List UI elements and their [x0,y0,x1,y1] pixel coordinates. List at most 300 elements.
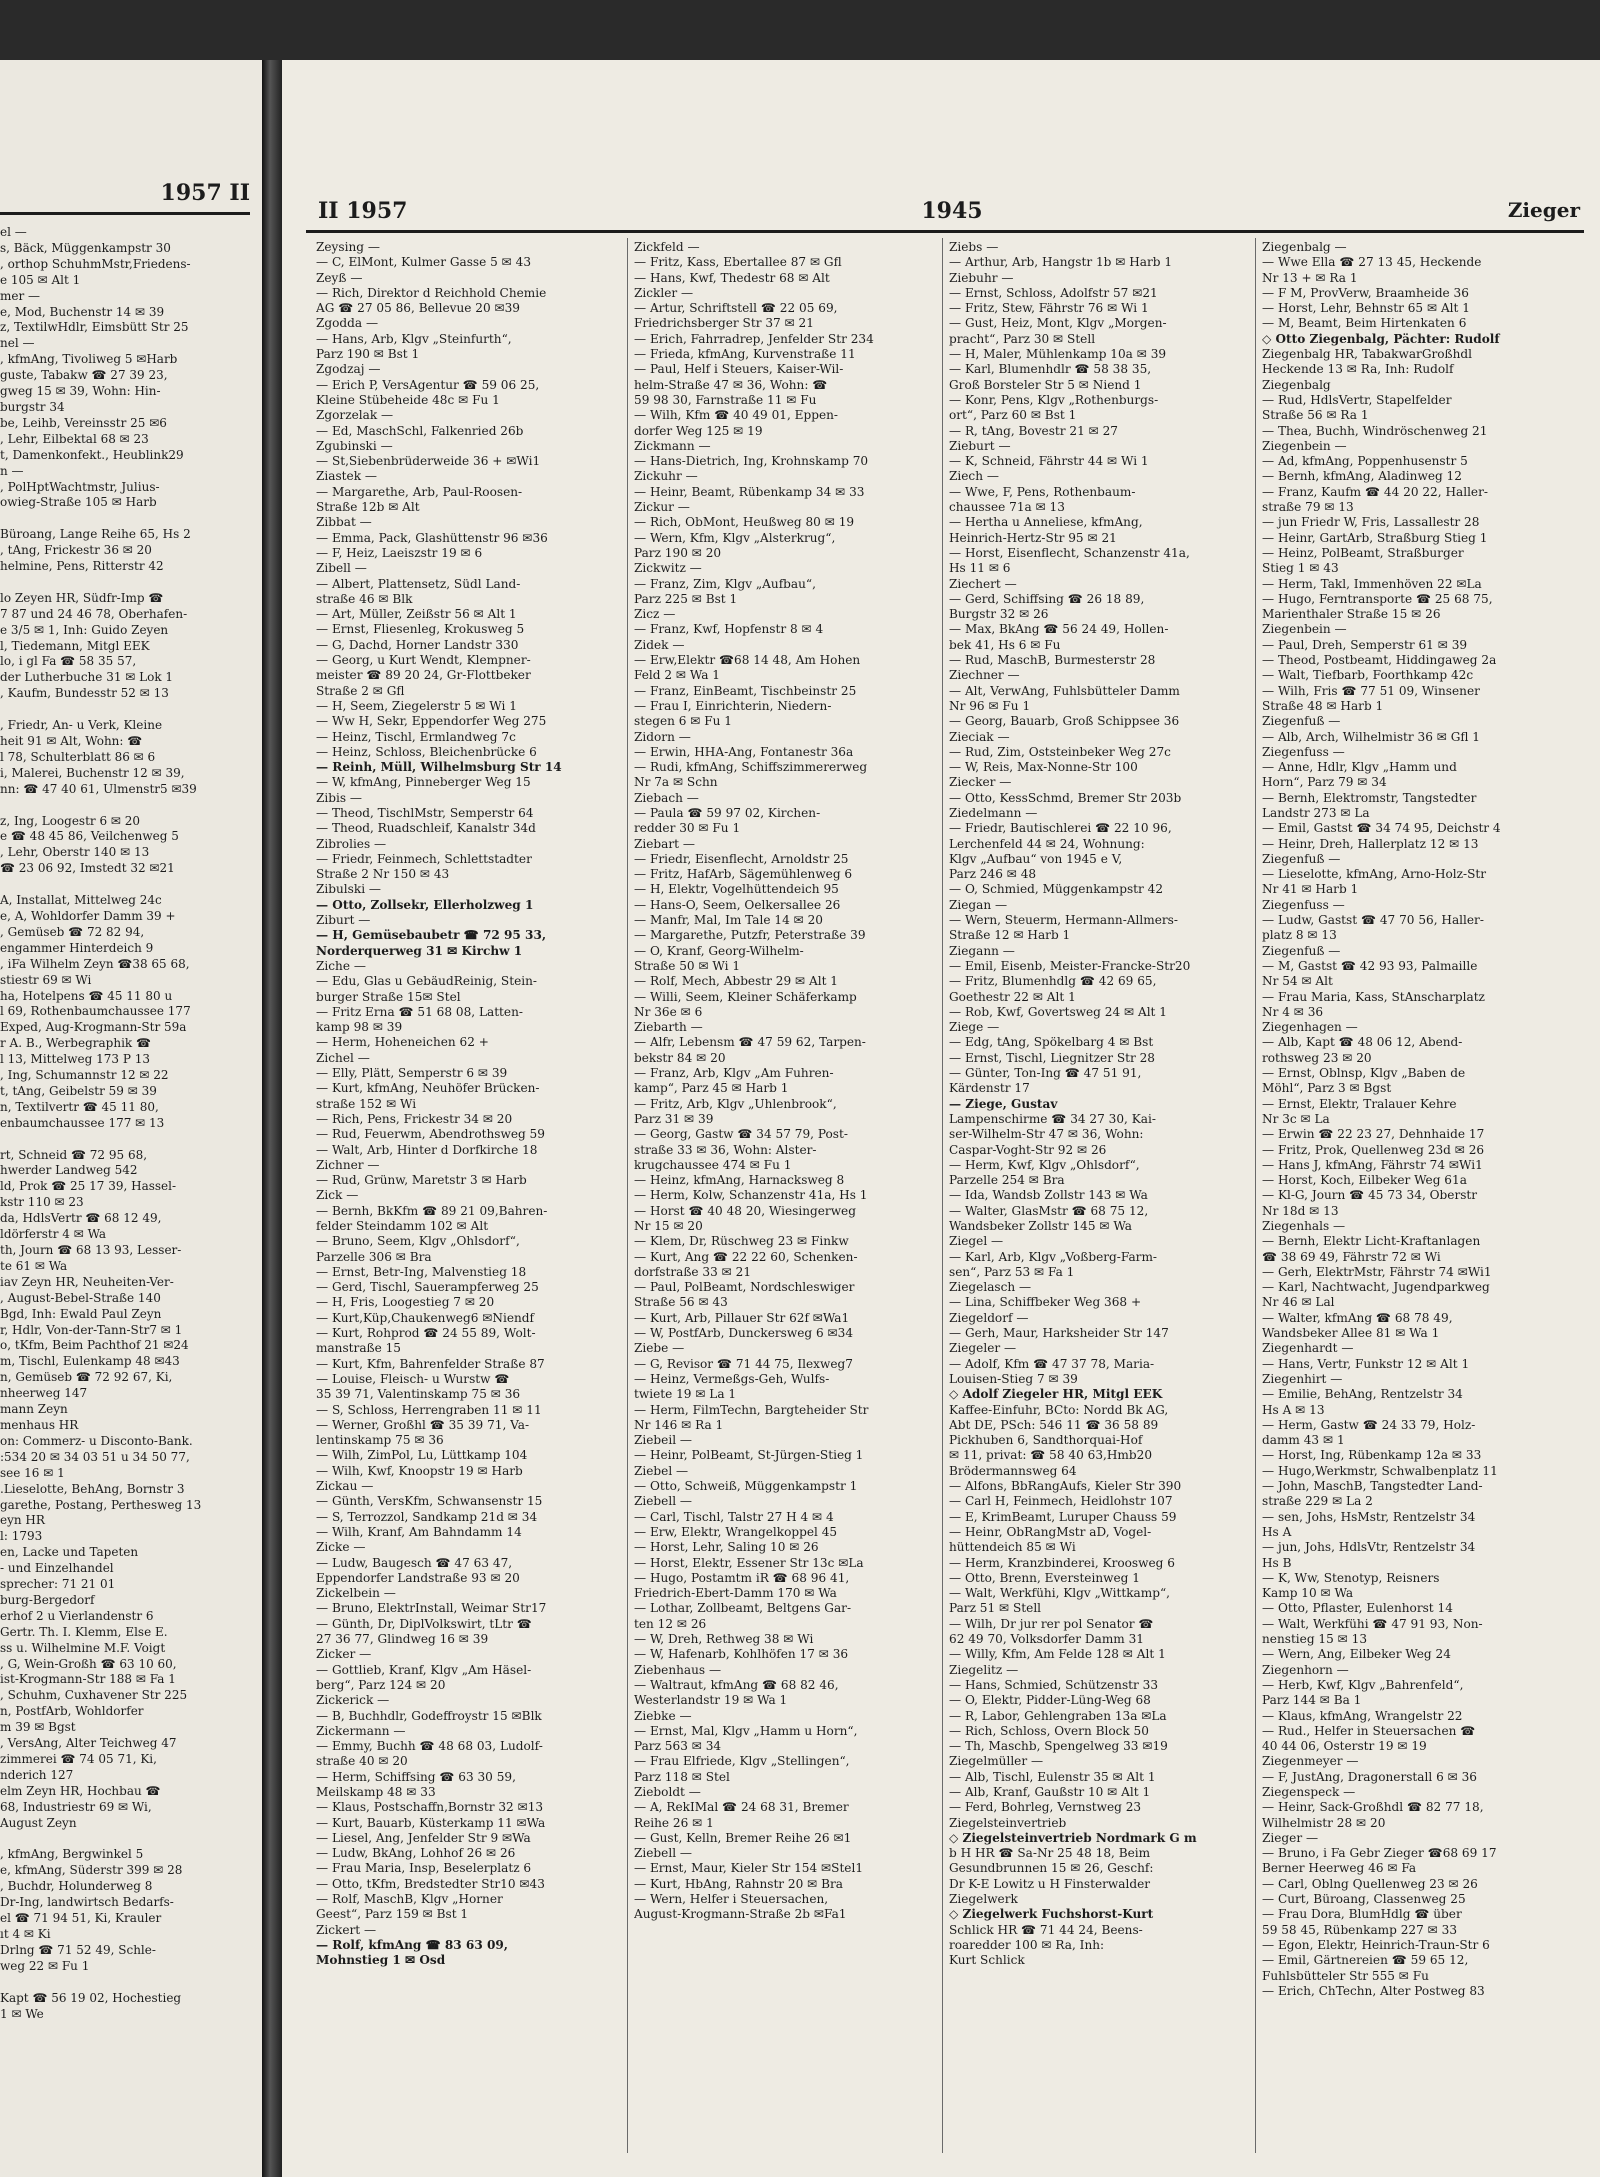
directory-line: Zibrolies — [316,836,387,851]
directory-line: dorfstraße 33 ✉ 21 [634,1264,752,1279]
directory-line: Zick — [316,1188,359,1203]
directory-line: l 78, Schulterblatt 86 ✉ 6 [0,749,156,764]
directory-line: , Buchdr, Holunderweg 8 [0,1879,153,1894]
directory-column-2 [634,240,934,1923]
directory-line: on: Commerz- u Disconto-Bank. [0,1433,193,1448]
directory-line: rt, Schneid ☎ 72 95 68, [0,1147,148,1162]
directory-line: — Edu, Glas u GebäudReinig, Stein- [316,974,537,989]
directory-line: — Gust, Kelln, Bremer Reihe 26 ✉1 [634,1830,852,1845]
directory-line: Zichel — [316,1050,370,1065]
directory-line: Feld 2 ✉ Wa 1 [634,668,720,683]
directory-line: — M, Beamt, Beim Hirtenkaten 6 [1262,316,1467,331]
directory-line: — Otto, Zollsekr, Ellerholzweg 1 [316,897,534,912]
directory-line: - und Einzelhandel [0,1561,114,1576]
directory-line: Straße 48 ✉ Harb 1 [1262,698,1384,713]
directory-line: Ziech — [949,469,999,484]
directory-line: — Hugo, Postamtm iR ☎ 68 96 41, [634,1570,850,1585]
directory-line: 40 44 06, Osterstr 19 ✉ 19 [1262,1739,1427,1754]
directory-line: — Gerd, Tischl, Sauerampferweg 25 [316,1280,539,1295]
directory-line: t, tAng, Geibelstr 59 ✉ 39 [0,1083,157,1098]
directory-line: — H, Fris, Loogestieg 7 ✉ 20 [316,1295,495,1310]
directory-line: Ziegenhagen — [1262,1020,1358,1035]
directory-line: — Frau Maria, Insp, Beselerplatz 6 [316,1861,532,1876]
directory-line: — sen, Johs, HsMstr, Rentzelstr 34 [1262,1509,1476,1524]
directory-line: — Rob, Kwf, Govertsweg 24 ✉ Alt 1 [949,1004,1167,1019]
directory-line: kamp 98 ✉ 39 [316,1020,403,1035]
directory-column-1 [316,240,616,1969]
directory-line: s, Bäck, Müggenkampstr 30 [0,240,171,255]
directory-line: — Georg, Bauarb, Groß Schippsee 36 [949,714,1180,729]
directory-line: — H, Gemüsebaubetr ☎ 72 95 33, [316,928,547,943]
directory-line: rothsweg 23 ✉ 20 [1262,1050,1372,1065]
left-page-header: 1957 II [160,180,250,206]
directory-line: — Rud., Helfer in Steuersachen ☎ [1262,1723,1476,1738]
directory-line: — Arthur, Arb, Hangstr 1b ✉ Harb 1 [949,255,1173,270]
directory-line: ☎ 38 69 49, Fährstr 72 ✉ Wi [1262,1249,1441,1264]
directory-line: — Karl, Nachtwacht, Jugendparkweg [1262,1280,1490,1295]
directory-line: sen“, Parz 53 ✉ Fa 1 [949,1264,1075,1279]
directory-line: — Egon, Elektr, Heinrich-Traun-Str 6 [1262,1937,1490,1952]
directory-line: — Reinh, Müll, Wilhelmsburg Str 14 [316,760,562,775]
directory-line: — Herm, Kranzbinderei, Kroosweg 6 [949,1555,1175,1570]
directory-line: — Wilh, ZimPol, Lu, Lüttkamp 104 [316,1448,528,1463]
directory-line: Norderquerweg 31 ✉ Kirchw 1 [316,943,523,958]
directory-line: sprecher: 71 21 01 [0,1577,116,1592]
directory-line: hwerder Landweg 542 [0,1163,138,1178]
directory-line: — Herm, Gastw ☎ 24 33 79, Holz- [1262,1417,1476,1432]
directory-line: Mohnstieg 1 ✉ Osd [316,1953,446,1968]
directory-line: — Art, Müller, Zeißstr 56 ✉ Alt 1 [316,607,517,622]
directory-line: Zicz — [634,607,676,622]
directory-line: straße 79 ✉ 13 [1262,500,1354,515]
directory-line: :534 20 ✉ 34 03 51 u 34 50 77, [0,1449,190,1464]
directory-line: — Herm, Takl, Immenhöven 22 ✉La [1262,576,1482,591]
directory-line: Ziegelasch — [949,1280,1032,1295]
directory-line: — Fritz, Prok, Quellenweg 23d ✉ 26 [1262,1142,1485,1157]
directory-line: Ziebke — [634,1708,692,1723]
directory-line: Parz 31 ✉ 39 [634,1111,714,1126]
directory-line: — Emil, Eisenb, Meister-Francke-Str20 [949,958,1191,973]
directory-line: Nr 7a ✉ Schn [634,775,718,790]
directory-line: i, Malerei, Buchenstr 12 ✉ 39, [0,765,185,780]
page-header-keyword: Zieger [1507,198,1580,222]
directory-line: Wandsbeker Allee 81 ✉ Wa 1 [1262,1326,1440,1341]
directory-line: — Alfr, Lebensm ☎ 47 59 62, Tarpen- [634,1035,866,1050]
directory-line: — Friedr, Eisenflecht, Arnoldstr 25 [634,851,849,866]
directory-line: — Georg, u Kurt Wendt, Klempner- [316,653,531,668]
directory-line: 35 39 71, Valentinskamp 75 ✉ 36 [316,1387,521,1402]
directory-line: — Thea, Buchh, Windröschenweg 21 [1262,423,1488,438]
directory-line: Ziedelmann — [949,805,1038,820]
directory-line: Ziegan — [949,897,1008,912]
directory-line: — Willi, Seem, Kleiner Schäferkamp [634,989,857,1004]
directory-line: kstr 110 ✉ 23 [0,1195,84,1210]
directory-line: — Alb, Kapt ☎ 48 06 12, Abend- [1262,1035,1463,1050]
directory-line: Geest“, Parz 159 ✉ Bst 1 [316,1907,469,1922]
directory-line: Horn“, Parz 79 ✉ 34 [1262,775,1387,790]
directory-line: Brödermannsweg 64 [949,1463,1077,1478]
directory-line: A, Installat, Mittelweg 24c [0,893,162,908]
directory-line: Lampenschirme ☎ 34 27 30, Kai- [949,1111,1156,1126]
directory-line: — S, Schloss, Herrengraben 11 ✉ 11 [316,1402,542,1417]
directory-line: enbaumchaussee 177 ✉ 13 [0,1115,165,1130]
directory-line: l 69, Rothenbaumchaussee 177 [0,1004,191,1019]
directory-line: — Ad, kfmAng, Poppenhusenstr 5 [1262,454,1468,469]
directory-line: Zickermann — [316,1723,406,1738]
directory-line: — Ernst, Maur, Kieler Str 154 ✉Stel1 [634,1861,864,1876]
directory-line: te 61 ✉ Wa [0,1258,68,1273]
directory-line: — Horst, Lehr, Behnstr 65 ✉ Alt 1 [1262,301,1470,316]
directory-line: Zibell — [316,561,367,576]
directory-line: .Lieselotte, BehAng, Bornstr 3 [0,1481,185,1496]
directory-line: n, Gemüseb ☎ 72 92 67, Ki, [0,1370,173,1385]
directory-line: , Lehr, Oberstr 140 ✉ 13 [0,845,150,860]
directory-line: — Hans J, kfmAng, Fährstr 74 ✉Wi1 [1262,1157,1483,1172]
directory-line: Parz 246 ✉ 48 [949,867,1037,882]
directory-line: Meilskamp 48 ✉ 33 [316,1784,436,1799]
directory-line: — Kurt, Rohprod ☎ 24 55 89, Wolt- [316,1326,536,1341]
directory-line [0,702,250,718]
directory-line: el — [0,225,27,239]
directory-line: — Louise, Fleisch- u Wurstw ☎ [316,1371,510,1386]
directory-line: — Otto, KessSchmd, Bremer Str 203b [949,790,1182,805]
directory-line: Nr 146 ✉ Ra 1 [634,1417,724,1432]
directory-line: — Rud, Zim, Oststeinbeker Weg 27c [949,744,1171,759]
directory-line: Parzelle 306 ✉ Bra [316,1249,432,1264]
directory-line: — Bruno, ElektrInstall, Weimar Str17 [316,1601,547,1616]
directory-line: — Heinz, kfmAng, Harnacksweg 8 [634,1173,845,1188]
directory-line: felder Steindamm 102 ✉ Alt [316,1219,489,1233]
directory-line: ◇ Ziegelwerk Fuchshorst-Kurt [949,1907,1154,1922]
directory-line: — Rich, Direktor d Reichhold Chemie [316,285,547,300]
directory-line: — Otto, tKfm, Bredstedter Str10 ✉43 [316,1876,545,1891]
directory-line: — Otto, Brenn, Eversteinweg 1 [949,1570,1140,1585]
directory-line: Zickau — [316,1479,374,1494]
directory-line: — Rolf, Mech, Abbestr 29 ✉ Alt 1 [634,974,838,989]
directory-line: Zgodzaj — [316,362,381,377]
directory-line: Ziegenhirt — [1262,1371,1343,1386]
directory-line: — Ww H, Sekr, Eppendorfer Weg 275 [316,714,547,729]
directory-line: Ziegenfuss — [1262,744,1345,759]
directory-line: — Ernst, Elektr, Tralauer Kehre [1262,1096,1457,1111]
directory-line: — Heinz, PolBeamt, Straßburger [1262,545,1464,560]
directory-line: — Fritz, Kass, Ebertallee 87 ✉ Gfl [634,255,842,270]
column-divider [1255,238,1256,2153]
directory-line: Dr K-E Lowitz u H Finsterwalder [949,1876,1151,1891]
directory-line: — Walt, Arb, Hinter d Dorfkirche 18 [316,1142,538,1157]
directory-line: — Hertha u Anneliese, kfmAng, [949,515,1143,530]
directory-line: n — [0,463,24,478]
directory-line: Ziegenmeyer — [1262,1754,1359,1769]
directory-line: ◇ Ziegelsteinvertrieb Nordmark G m [949,1830,1197,1845]
directory-line: — Willy, Kfm, Am Felde 128 ✉ Alt 1 [949,1647,1166,1662]
directory-line: Nr 41 ✉ Harb 1 [1262,882,1359,897]
directory-line: — Ernst, Schloss, Adolfstr 57 ✉21 [949,285,1158,300]
directory-line: Hs A [1262,1524,1292,1539]
directory-line: Zgodda — [316,316,379,331]
directory-line: — Walt, Werkfühi ☎ 47 91 93, Non- [1262,1616,1483,1631]
directory-line: — K, Schneid, Fährstr 44 ✉ Wi 1 [949,454,1149,469]
directory-line: b H HR ☎ Sa-Nr 25 48 18, Beim [949,1846,1151,1861]
directory-line: Ziegann — [949,943,1015,958]
directory-line: — G, Revisor ☎ 71 44 75, Ilexweg7 [634,1356,853,1371]
directory-line: owieg-Straße 105 ✉ Harb [0,495,157,510]
directory-line: — jun, Johs, HdlsVtr, Rentzelstr 34 [1262,1540,1476,1555]
directory-line: , kfmAng, Bergwinkel 5 [0,1847,144,1862]
directory-line: — Franz, EinBeamt, Tischbeinstr 25 [634,683,857,698]
directory-line: Ziebeil — [634,1433,693,1448]
directory-line: — Otto, Pflaster, Eulenhorst 14 [1262,1601,1453,1616]
directory-line: der Lutherbuche 31 ✉ Lok 1 [0,670,174,685]
directory-line: helmine, Pens, Ritterstr 42 [0,559,164,574]
directory-line: en, Lacke und Tapeten [0,1545,139,1560]
directory-line: Zickuhr — [634,469,698,484]
directory-line: Klgv „Aufbau“ von 1945 e V, [949,851,1123,866]
directory-line: Dr-Ing, landwirtsch Bedarfs- [0,1895,174,1910]
directory-line: — Karl, Blumenhdlr ☎ 58 38 35, [949,362,1152,377]
directory-line: manstraße 15 [316,1341,401,1356]
directory-line: ser-Wilhelm-Str 47 ✉ 36, Wohn: [949,1127,1144,1142]
directory-line: nn: ☎ 47 40 61, Ulmenstr5 ✉39 [0,781,197,796]
directory-line: — Rudi, kfmAng, Schiffszimmererweg [634,760,868,775]
directory-line: m, Tischl, Eulenkamp 48 ✉43 [0,1354,180,1369]
directory-line: — Hans-Dietrich, Ing, Krohnskamp 70 [634,454,869,469]
directory-line: t, Damenkonfekt., Heublink29 [0,447,184,462]
directory-line: — Gerh, ElektrMstr, Fährstr 74 ✉Wi1 [1262,1264,1492,1279]
directory-line: Heckende 13 ✉ Ra, Inh: Rudolf [1262,362,1454,377]
directory-line: Zickler — [634,285,694,300]
directory-line: — R, tAng, Bovestr 21 ✉ 27 [949,423,1118,438]
directory-line: Eppendorfer Landstraße 93 ✉ 20 [316,1570,520,1585]
left-page-column [0,225,250,2022]
directory-line: — M, Gastst ☎ 42 93 93, Palmaille [1262,958,1478,973]
directory-line: roaredder 100 ✉ Ra, Inh: [949,1937,1105,1952]
directory-line: — Erich, Fahrradrep, Jenfelder Str 234 [634,331,874,346]
directory-line: Zichner — [316,1157,380,1172]
directory-line: — Albert, Plattensetz, Südl Land- [316,576,521,591]
directory-line: eyn HR [0,1513,45,1528]
directory-line: ha, Hotelpens ☎ 45 11 80 u [0,988,173,1003]
directory-line: , PolHptWachtmstr, Julius- [0,479,160,494]
directory-line: — Wilh, Kfm ☎ 40 49 01, Eppen- [634,408,838,423]
directory-line: r A. B., Werbegraphik ☎ [0,1036,151,1051]
directory-line: Zieboldt — [634,1784,701,1799]
directory-line: — Horst, Lehr, Saling 10 ✉ 26 [634,1540,819,1555]
directory-line: hüttendeich 85 ✉ Wi [949,1540,1076,1555]
directory-line: — Margarethe, Putzfr, Peterstraße 39 [634,928,866,943]
directory-line: Friedrichsberger Str 37 ✉ 21 [634,316,814,331]
directory-line: e 105 ✉ Alt 1 [0,272,81,287]
directory-line: — Gust, Heiz, Mont, Klgv „Morgen- [949,316,1167,331]
directory-line: Ziegenfuß — [1262,714,1341,729]
directory-line: e, Mod, Buchenstr 14 ✉ 39 [0,304,165,319]
directory-line: Ziegeler — [949,1341,1017,1356]
directory-line: — St,Siebenbrüderweide 36 + ✉Wi1 [316,454,541,469]
directory-line: — Klaus, kfmAng, Wrangelstr 22 [1262,1708,1463,1723]
directory-line: Parz 118 ✉ Stel [634,1769,730,1784]
directory-line: e ☎ 48 45 86, Veilchenweg 5 [0,829,179,844]
directory-line: Pickhuben 6, Sandthorquai-Hof [949,1433,1143,1448]
directory-line: Landstr 273 ✉ La [1262,805,1370,820]
right-page [282,60,1600,2177]
directory-line: Ziegenbein — [1262,438,1347,453]
directory-line: be, Leihb, Vereinsstr 25 ✉6 [0,415,167,430]
directory-line: Reihe 26 ✉ 1 [634,1815,714,1830]
directory-line: Stieg 1 ✉ 43 [1262,561,1339,576]
directory-line: Straße 56 ✉ Ra 1 [1262,408,1369,423]
directory-line: — Lothar, Zollbeamt, Beltgens Gar- [634,1601,852,1616]
directory-line: Lerchenfeld 44 ✉ 24, Wohnung: [949,836,1145,851]
directory-line: Ziegenbalg — [1262,240,1347,254]
directory-line: — Fritz, Stew, Fährstr 76 ✉ Wi 1 [949,301,1149,316]
directory-line: Zickerick — [316,1693,390,1708]
directory-line: — Herm, FilmTechn, Bargteheider Str [634,1402,869,1417]
directory-line: pracht“, Parz 30 ✉ Stell [949,331,1096,346]
directory-line: — Franz, Kaufm ☎ 44 20 22, Haller- [1262,484,1488,499]
directory-line: — Horst, Elektr, Essener Str 13c ✉La [634,1555,864,1570]
directory-line: , Schuhm, Cuxhavener Str 225 [0,1688,188,1703]
directory-line: — Ferd, Bohrleg, Vernstweg 23 [949,1800,1142,1815]
directory-line: erhof 2 u Vierlandenstr 6 [0,1608,154,1623]
directory-line: zimmerei ☎ 74 05 71, Ki, [0,1752,157,1766]
directory-line: lo Zeyen HR, Südfr-Imp ☎ [0,590,164,605]
directory-line: Straße 12 ✉ Harb 1 [949,928,1071,943]
directory-line: Zeyß — [316,270,363,285]
directory-line: — Hans, Kwf, Thedestr 68 ✉ Alt [634,270,830,285]
directory-line: Kaffee-Einfuhr, BCto: Nordd Bk AG, [949,1402,1169,1417]
directory-line: Nr 36e ✉ 6 [634,1004,703,1019]
directory-line: Kamp 10 ✉ Wa [1262,1586,1354,1601]
directory-line: — Alb, Tischl, Eulenstr 35 ✉ Alt 1 [949,1769,1156,1784]
directory-line [0,575,250,591]
directory-line: — Fritz, Blumenhdlg ☎ 42 69 65, [949,974,1157,989]
directory-line: — Frieda, kfmAng, Kurvenstraße 11 [634,347,856,362]
directory-line: — Lieselotte, kfmAng, Arno-Holz-Str [1262,867,1487,882]
directory-line: — Friedr, Bautischlerei ☎ 22 10 96, [949,821,1172,836]
directory-line: — Bernh, kfmAng, Aladinweg 12 [1262,469,1462,484]
directory-line: — W, PostfArb, Dunckersweg 6 ✉34 [634,1326,854,1341]
directory-line: Parz 144 ✉ Ba 1 [1262,1693,1362,1708]
directory-line: burger Straße 15✉ Stel [316,989,461,1004]
directory-line: Parz 563 ✉ 34 [634,1739,722,1754]
directory-line: bekstr 84 ✉ 20 [634,1050,726,1065]
directory-line [0,1132,250,1148]
directory-line: — Wilh, Fris ☎ 77 51 09, Winsener [1262,683,1480,698]
directory-line: , orthop SchuhmMstr,Friedens- [0,256,191,271]
directory-line: — H, Maler, Mühlenkamp 10a ✉ 39 [949,347,1167,362]
directory-line: Straße 56 ✉ 43 [634,1295,728,1310]
directory-line: ldörferstr 4 ✉ Wa [0,1227,107,1242]
directory-line: Zickfeld — [634,240,700,254]
directory-line: Straße 50 ✉ Wi 1 [634,958,741,973]
directory-line: Zickwitz — [634,561,702,576]
directory-line: — Emmy, Buchh ☎ 48 68 03, Ludolf- [316,1739,543,1754]
directory-line: 59 58 45, Rübenkamp 227 ✉ 33 [1262,1922,1458,1937]
directory-line: ort“, Parz 60 ✉ Bst 1 [949,408,1077,423]
directory-line: — Anne, Hdlr, Klgv „Hamm und [1262,760,1457,775]
directory-line: twiete 19 ✉ La 1 [634,1387,737,1402]
directory-line: — Waltraut, kfmAng ☎ 68 82 46, [634,1677,839,1692]
directory-line: Ziegenfuss — [1262,897,1345,912]
directory-line: Zidorn — [634,729,691,744]
directory-line: Ziegenfuß — [1262,943,1341,958]
directory-line: — Klaus, Postschaffn,Bornstr 32 ✉13 [316,1800,544,1815]
directory-line: — Gerh, Maur, Harksheider Str 147 [949,1326,1169,1341]
directory-line: — Kurt, kfmAng, Neuhöfer Brücken- [316,1081,540,1096]
directory-line: — Rich, Pens, Frickestr 34 ✉ 20 [316,1111,513,1126]
directory-line: nenstieg 15 ✉ 13 [1262,1632,1368,1647]
directory-line: ist-Krogmann-Str 188 ✉ Fa 1 [0,1672,176,1687]
directory-line: ✉ 11, privat: ☎ 58 40 63,Hmb20 [949,1448,1153,1463]
directory-line: Berner Heerweg 46 ✉ Fa [1262,1861,1417,1876]
directory-line: — Kurt, HbAng, Rahnstr 20 ✉ Bra [634,1876,844,1891]
directory-line: — Emilie, BehAng, Rentzelstr 34 [1262,1387,1463,1402]
directory-line: — Walter, kfmAng ☎ 68 78 49, [1262,1310,1453,1325]
directory-line: krugchaussee 474 ✉ Fu 1 [634,1157,792,1172]
directory-line: — H, Elektr, Vogelhüttendeich 95 [634,882,839,897]
directory-line: Ziebuhr — [949,270,1014,285]
directory-line: Schlick HR ☎ 71 44 24, Beens- [949,1922,1143,1937]
directory-line: — Wern, Kfm, Klgv „Alsterkrug“, [634,530,836,545]
directory-line: Kärdenstr 17 [949,1081,1030,1096]
directory-line: chaussee 71a ✉ 13 [949,500,1065,515]
directory-line: Caspar-Voght-Str 92 ✉ 26 [949,1142,1107,1157]
directory-line: Ziche — [316,958,366,973]
directory-line: elm Zeyn HR, Hochbau ☎ [0,1783,161,1798]
directory-line: — Wwe Ella ☎ 27 13 45, Heckende [1262,255,1482,270]
directory-line: Nr 18d ✉ 13 [1262,1203,1339,1218]
directory-line: Ziebell — [634,1494,693,1509]
directory-line: da, HdlsVertr ☎ 68 12 49, [0,1211,162,1226]
directory-line: — Rud, HdlsVertr, Stapelfelder [1262,392,1452,407]
header-rule [306,230,1584,233]
directory-line: — Horst, Ing, Rübenkamp 12a ✉ 33 [1262,1448,1482,1463]
directory-line: — Frau I, Einrichterin, Niedern- [634,698,832,713]
directory-line: — Erwin ☎ 22 23 27, Dehnhaide 17 [1262,1127,1485,1142]
directory-line: — Herm, Hoheneichen 62 + [316,1035,489,1050]
left-page [0,60,262,2177]
directory-line: — Theod, TischlMstr, Semperstr 64 [316,805,534,820]
directory-line: Abt DE, PSch: 546 11 ☎ 36 58 89 [949,1417,1159,1432]
directory-line: — Herb, Kwf, Klgv „Bahrenfeld“, [1262,1677,1464,1692]
directory-line: 62 49 70, Volksdorfer Damm 31 [949,1632,1144,1647]
directory-line: Nr 15 ✉ 20 [634,1219,703,1233]
directory-line: , kfmAng, Tivoliweg 5 ✉Harb [0,352,178,367]
directory-line: — Heinr, Sack-Großhdl ☎ 82 77 18, [1262,1800,1484,1815]
directory-line: meister ☎ 89 20 24, Gr-Flottbeker [316,668,531,683]
directory-line: ss u. Wilhelmine M.F. Voigt [0,1640,166,1655]
directory-line: — Wern, Ang, Eilbeker Weg 24 [1262,1647,1451,1662]
directory-line: — Wern, Steuerm, Hermann-Allmers- [949,913,1178,928]
directory-line: garethe, Postang, Perthesweg 13 [0,1497,202,1512]
directory-line: Bgd, Inh: Ewald Paul Zeyn [0,1306,162,1321]
directory-line: Ziegelsteinvertrieb [949,1815,1067,1830]
directory-line: Parz 190 ✉ Bst 1 [316,347,420,362]
directory-line: Zieciak — [949,729,1010,744]
directory-line: — Adolf, Kfm ☎ 47 37 78, Maria- [949,1356,1155,1371]
directory-line: — Günth, VersKfm, Schwansenstr 15 [316,1494,543,1509]
directory-line: Westerlandstr 19 ✉ Wa 1 [634,1693,788,1708]
directory-line: — Heinr, ObRangMstr aD, Vogel- [949,1524,1152,1539]
directory-line: Drlng ☎ 71 52 49, Schle- [0,1942,156,1957]
directory-line: ☎ 23 06 92, Imstedt 32 ✉21 [0,861,175,876]
directory-line: menhaus HR [0,1417,79,1432]
directory-line: Zickmann — [634,438,711,453]
directory-line: — Alt, VerwAng, Fuhlsbütteler Damm [949,683,1180,698]
directory-line: — W, Hafenarb, Kohlhöfen 17 ✉ 36 [634,1647,849,1662]
directory-line: z, Ing, Loogestr 6 ✉ 20 [0,813,141,828]
directory-line: Zieburt — [949,438,1011,453]
